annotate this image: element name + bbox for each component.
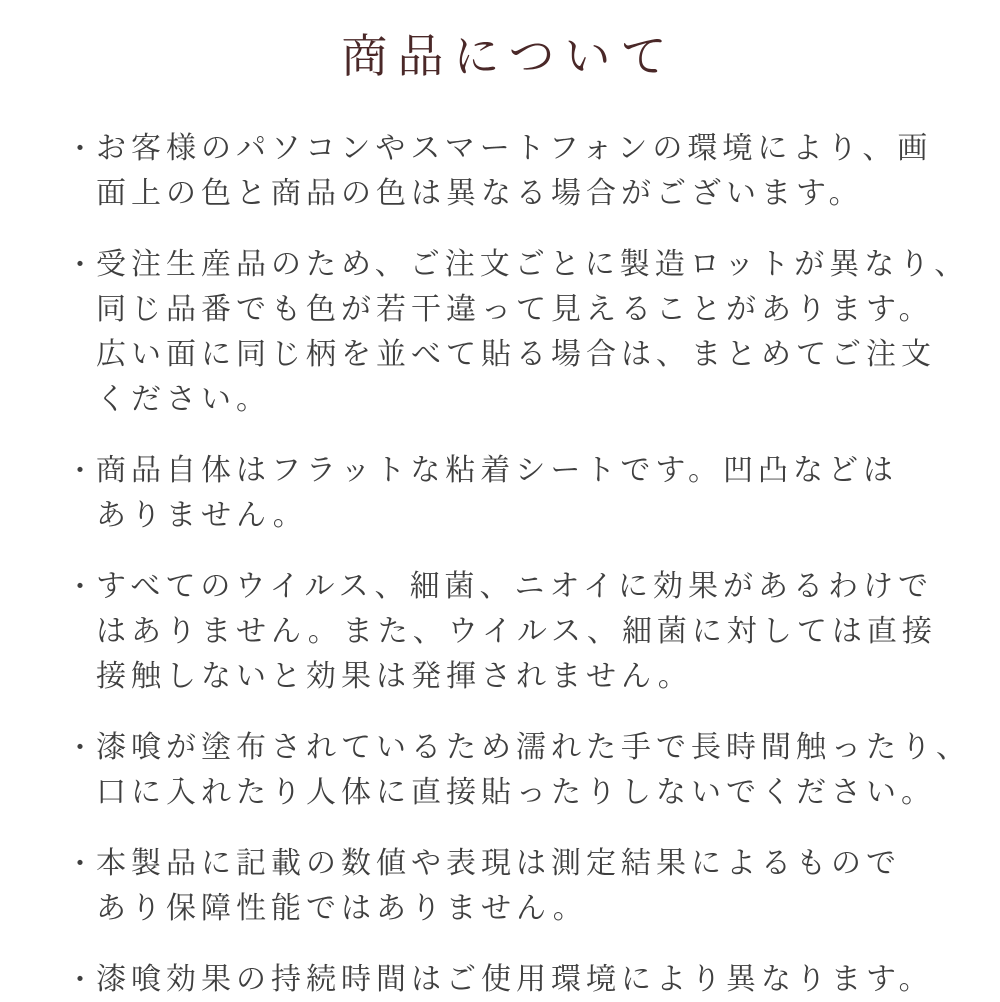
note-item-effect-duration [66, 957, 942, 1002]
note-line: あり保障性能ではありません。 [96, 892, 588, 925]
note-line: 漆喰が塗布されているため濡れた手で長時間触ったり、 [96, 731, 971, 764]
note-item-flat-adhesive-sheet [66, 448, 942, 538]
note-line: 面上の色と商品の色は異なる場合がございます。 [96, 177, 864, 210]
note-line: すべてのウイルス、細菌、ニオイに効果があるわけで [96, 570, 933, 603]
bullet-marker: ・ [66, 455, 95, 486]
note-item-plaster-handling-warning [66, 725, 971, 815]
notes-list [66, 126, 971, 1002]
note-line: 同じ品番でも色が若干違って見えることがあります。 [96, 293, 934, 326]
bullet-marker: ・ [66, 964, 95, 995]
page-title: 商品について [341, 30, 677, 82]
note-line: 広い面に同じ柄を並べて貼る場合は、まとめてご注文 [96, 338, 936, 371]
note-line: 口に入れたり人体に直接貼ったりしないでください。 [96, 776, 936, 809]
note-text [96, 957, 942, 1002]
note-text [96, 126, 942, 216]
note-item-measured-values-disclaimer [66, 841, 942, 931]
note-text [96, 841, 942, 931]
note-line: 商品自体はフラットな粘着シートです。凹凸などは [96, 454, 898, 487]
note-line: 本製品に記載の数値や表現は測定結果によるもので [96, 847, 901, 880]
note-line: はありません。また、ウイルス、細菌に対しては直接 [96, 615, 937, 648]
note-line: ください。 [96, 383, 271, 416]
bullet-marker: ・ [66, 571, 95, 602]
note-text [96, 448, 942, 538]
bullet-marker: ・ [66, 848, 95, 879]
note-line: ありません。 [96, 499, 308, 532]
note-line: お客様のパソコンやスマートフォンの環境により、画 [96, 132, 933, 165]
note-item-made-to-order-lot [66, 242, 970, 422]
note-text [96, 564, 942, 699]
note-item-virus-effect-limits [66, 564, 942, 699]
note-line: 漆喰効果の持続時間はご使用環境により異なります。 [96, 963, 934, 996]
note-item-color-environment [66, 126, 942, 216]
bullet-marker: ・ [66, 732, 95, 763]
note-text [96, 725, 971, 815]
bullet-marker: ・ [66, 133, 95, 164]
bullet-marker: ・ [66, 249, 95, 280]
note-line: 接触しないと効果は発揮されません。 [96, 660, 693, 693]
note-line: 受注生産品のため、ご注文ごとに製造ロットが異なり、 [96, 248, 970, 281]
note-text [96, 242, 969, 422]
